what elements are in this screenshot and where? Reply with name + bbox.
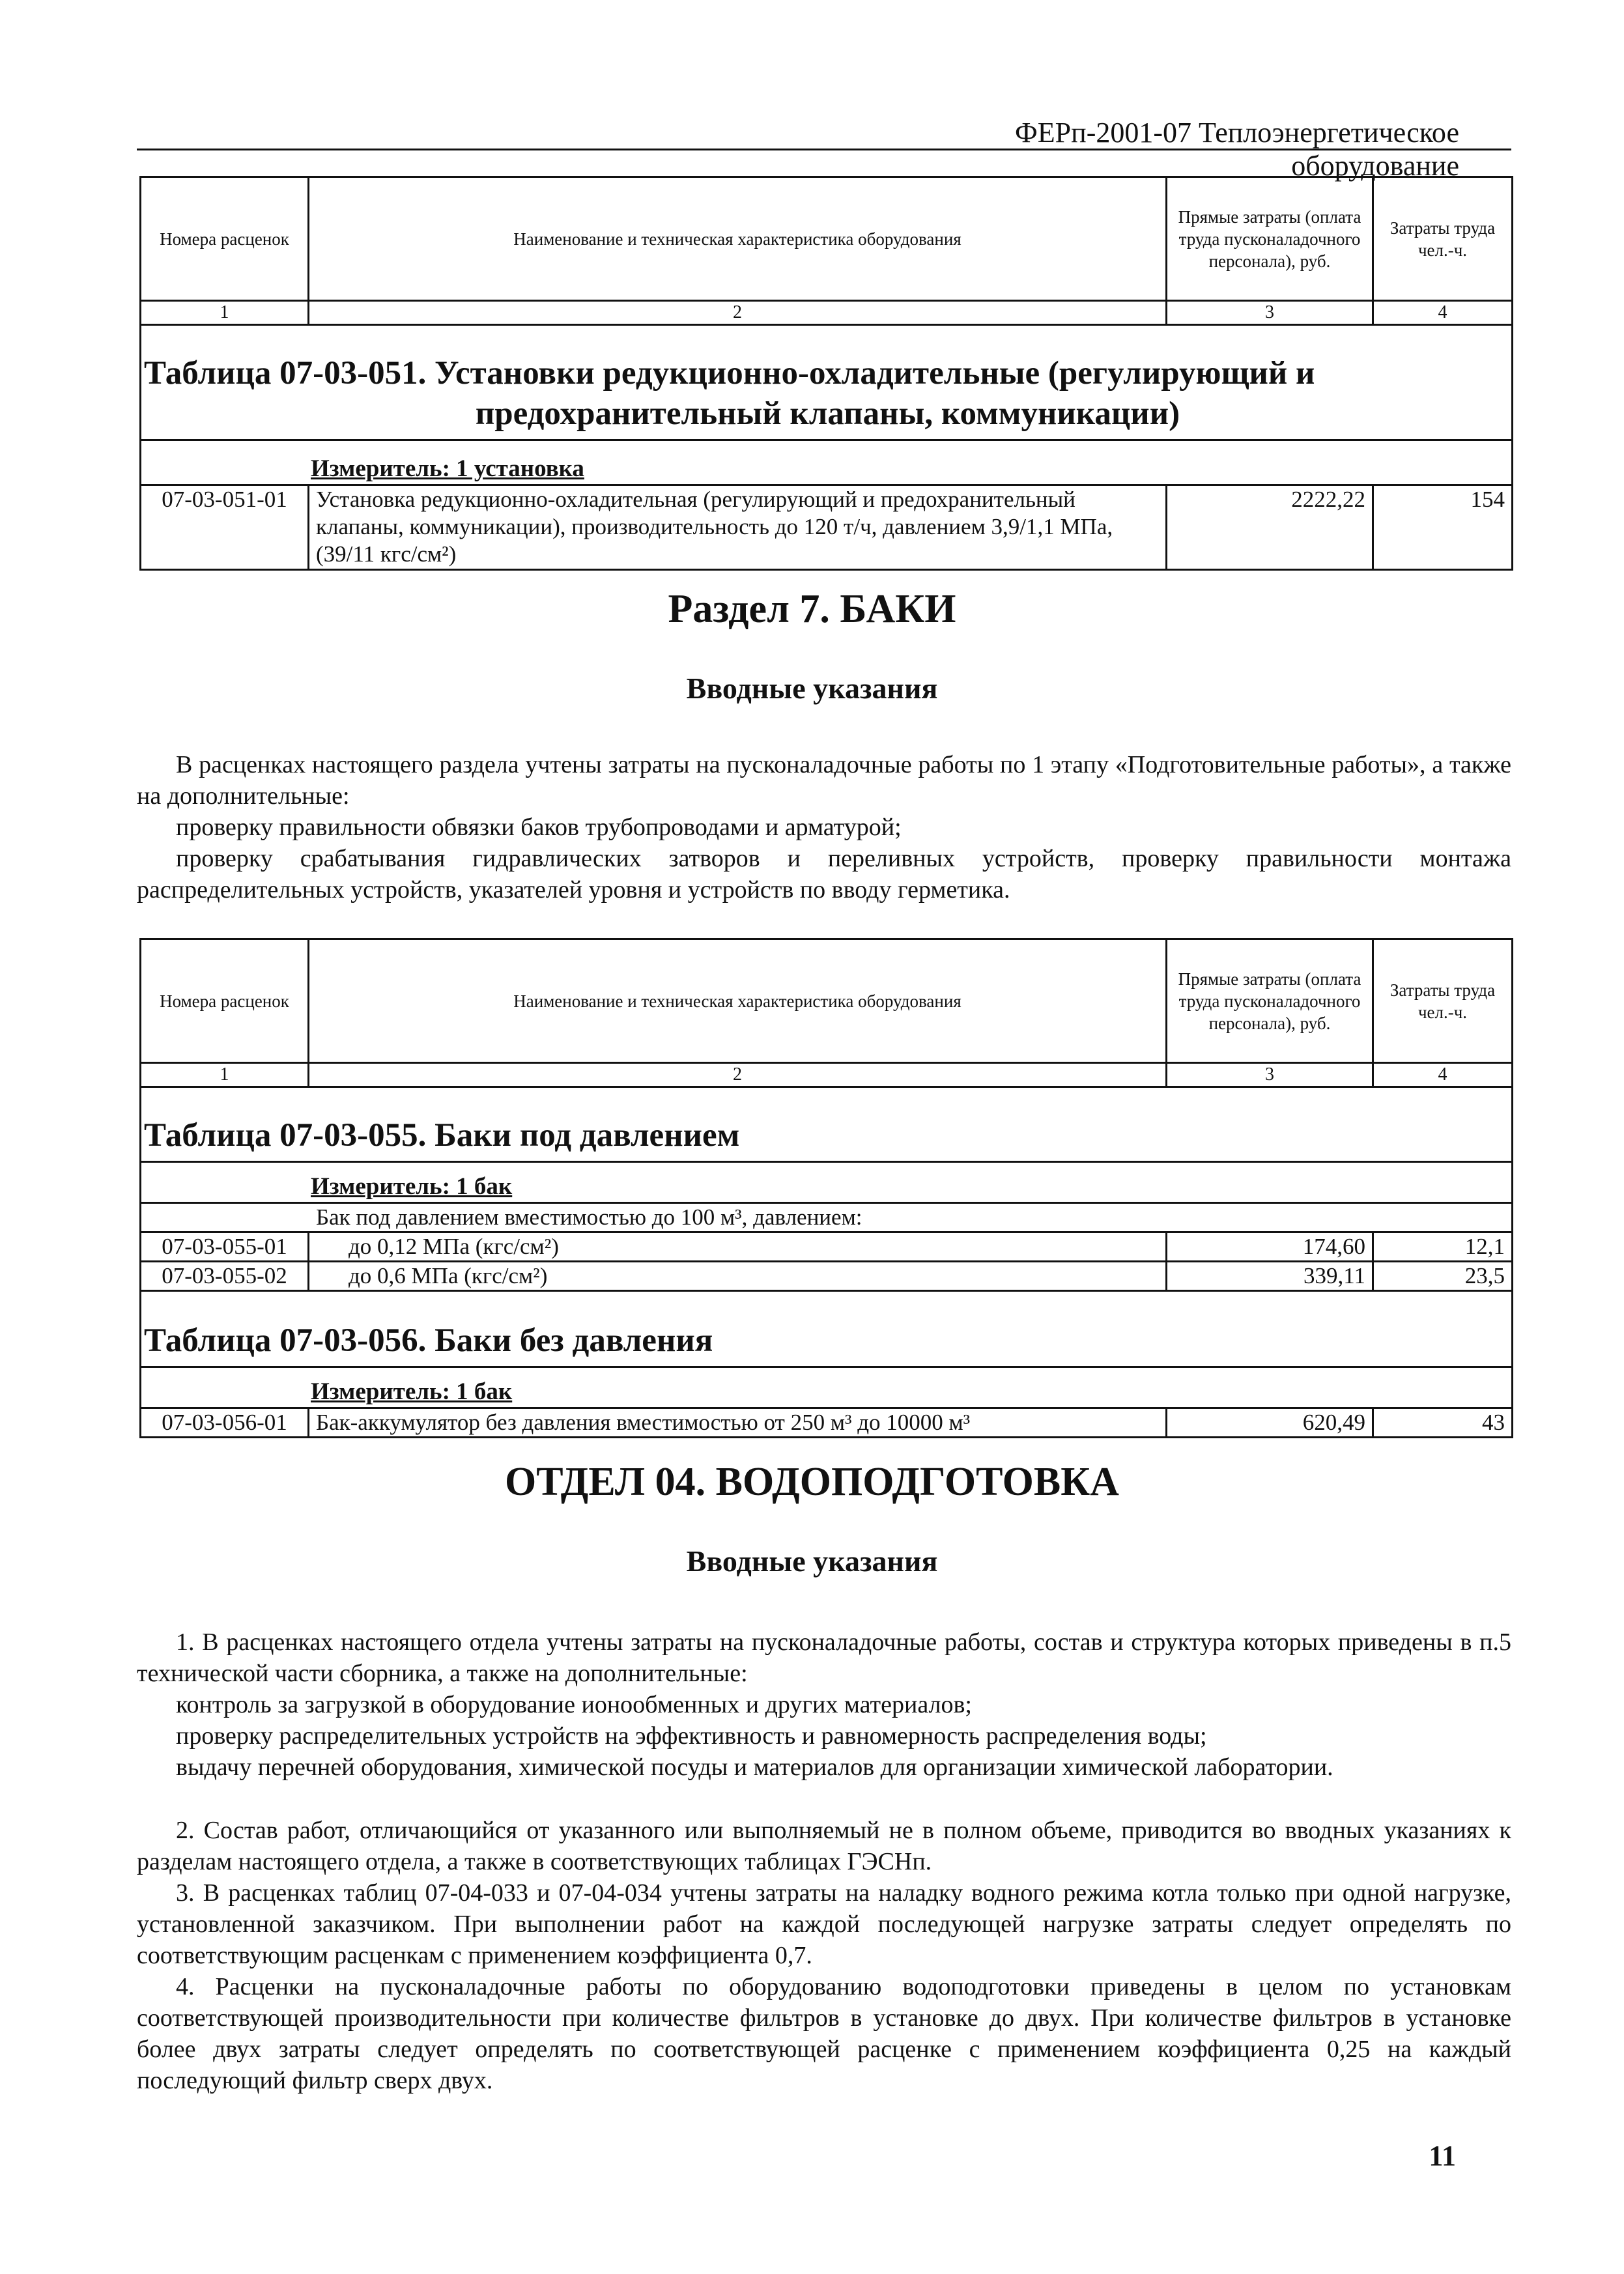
rate-labor: 154 [1373, 485, 1513, 570]
dept-para-1b: проверку распределительных устройств на эффективность и равномерность распределения воды; [176, 1722, 1207, 1750]
rate-labor: 43 [1373, 1408, 1513, 1438]
rate-name: Установка редукционно-охладительная (регулирующий и предохранительный клапаны, коммуникации), производительность до 120 т/ч, давлением 3,9/1,1 МПа, (39/11 кгс/см²) [309, 485, 1167, 570]
table-title-cont: предохранительный клапаны, коммуникации) [475, 395, 1180, 432]
group-row [141, 1203, 1513, 1232]
col-num-2: 2 [309, 1063, 1167, 1087]
section-para-3: проверку срабатывания гидравлических затворов и переливных устройств, проверку правильности монтажа распределительных устройств, указателей уровня и устройств по вводу герметика. [137, 845, 1511, 903]
section-title: Раздел 7. БАКИ [668, 587, 956, 631]
table-title: Таблица 07-03-056. Баки без давления [141, 1291, 1513, 1367]
page-number: 11 [1429, 2140, 1456, 2172]
table-055-056 [139, 938, 1513, 1438]
measure-unit: Измеритель: 1 бак [141, 1367, 1513, 1408]
col-header-cost: Прямые затраты (оплата труда пусконаладочного персонала), руб. [1167, 939, 1373, 1063]
col-header-codes: Номера расценок [141, 939, 309, 1063]
dept-para-4: 4. Расценки на пусконаладочные работы по оборудованию водоподготовки приведены в целом по установкам соответствующей производительности при количестве фильтров в установке до двух. При количестве фильтров в установке более двух затраты следует определять по соответствующей расценке с применением коэффициента 0,25 на каждый последующий фильтр сверх двух. [137, 1973, 1511, 2094]
col-num-3: 3 [1167, 301, 1373, 325]
department-subtitle: Вводные указания [686, 1544, 938, 1578]
department-title: ОТДЕЛ 04. ВОДОПОДГОТОВКА [505, 1460, 1119, 1504]
measure-unit: Измеритель: 1 установка [141, 440, 1513, 485]
section-para-1: В расценках настоящего раздела учтены затраты на пусконаладочные работы по 1 этапу «Подготовительные работы», а также на дополнительные: [137, 751, 1511, 810]
rate-code: 07-03-056-01 [141, 1408, 309, 1438]
dept-para-1a: контроль за загрузкой в оборудование ионообменных и других материалов; [176, 1691, 972, 1718]
dept-para-2: 2. Состав работ, отличающийся от указанного или выполняемый не в полном объеме, приводится во вводных указаниях к разделам настоящего отдела, а также в соответствующих таблицах ГЭСНп. [137, 1817, 1511, 1875]
rate-code: 07-03-051-01 [141, 485, 309, 570]
rate-cost: 2222,22 [1167, 485, 1373, 570]
table-row [141, 1232, 1513, 1262]
rate-cost: 620,49 [1167, 1408, 1373, 1438]
rate-name: до 0,12 МПа (кгс/см²) [309, 1232, 1167, 1262]
col-header-cost: Прямые затраты (оплата труда пусконаладочного персонала), руб. [1167, 177, 1373, 301]
col-num-4: 4 [1373, 1063, 1513, 1087]
table-row [141, 485, 1513, 570]
col-num-3: 3 [1167, 1063, 1373, 1087]
measure-unit: Измеритель: 1 бак [141, 1162, 1513, 1203]
rate-labor: 12,1 [1373, 1232, 1513, 1262]
dept-para-3: 3. В расценках таблиц 07-04-033 и 07-04-034 учтены затраты на наладку водного режима котла только при одной нагрузке, установленной заказчиком. При выполнении работ на каждой последующей нагрузке затраты следует определять по соответствующим расценкам с применением коэффициента 0,7. [137, 1879, 1511, 1969]
col-num-1: 1 [141, 301, 309, 325]
col-num-2: 2 [309, 301, 1167, 325]
dept-para-1c: выдачу перечней оборудования, химической посуды и материалов для организации химической лаборатории. [176, 1754, 1333, 1781]
col-header-name: Наименование и техническая характеристика оборудования [309, 939, 1167, 1063]
section-para-2: проверку правильности обвязки баков трубопроводами и арматурой; [176, 814, 902, 841]
col-header-labor: Затраты труда чел.-ч. [1373, 939, 1513, 1063]
rate-code: 07-03-055-01 [141, 1232, 309, 1262]
col-header-codes: Номера расценок [141, 177, 309, 301]
group-label: Бак под давлением вместимостью до 100 м³, давлением: [141, 1203, 1513, 1232]
col-header-labor: Затраты труда чел.-ч. [1373, 177, 1513, 301]
header-rule [137, 149, 1511, 150]
rate-labor: 23,5 [1373, 1262, 1513, 1291]
table-row [141, 1408, 1513, 1438]
rate-cost: 174,60 [1167, 1232, 1373, 1262]
col-num-4: 4 [1373, 301, 1513, 325]
table-title: Таблица 07-03-051. Установки редукционно-охладительные (регулирующий и [144, 355, 1315, 391]
section-subtitle: Вводные указания [686, 672, 938, 705]
col-header-name: Наименование и техническая характеристика оборудования [309, 177, 1167, 301]
running-header: ФЕРп-2001-07 Теплоэнергетическое оборудование [1015, 117, 1459, 182]
dept-para-1: 1. В расценках настоящего отдела учтены затраты на пусконаладочные работы, состав и структура которых приведены в п.5 технической части сборника, а также на дополнительные: [137, 1628, 1511, 1687]
rate-name: Бак-аккумулятор без давления вместимостью от 250 м³ до 10000 м³ [309, 1408, 1167, 1438]
rate-name: до 0,6 МПа (кгс/см²) [309, 1262, 1167, 1291]
table-row [141, 1262, 1513, 1291]
table-051 [139, 176, 1513, 571]
col-num-1: 1 [141, 1063, 309, 1087]
rate-cost: 339,11 [1167, 1262, 1373, 1291]
rate-code: 07-03-055-02 [141, 1262, 309, 1291]
table-title: Таблица 07-03-055. Баки под давлением [141, 1087, 1513, 1162]
